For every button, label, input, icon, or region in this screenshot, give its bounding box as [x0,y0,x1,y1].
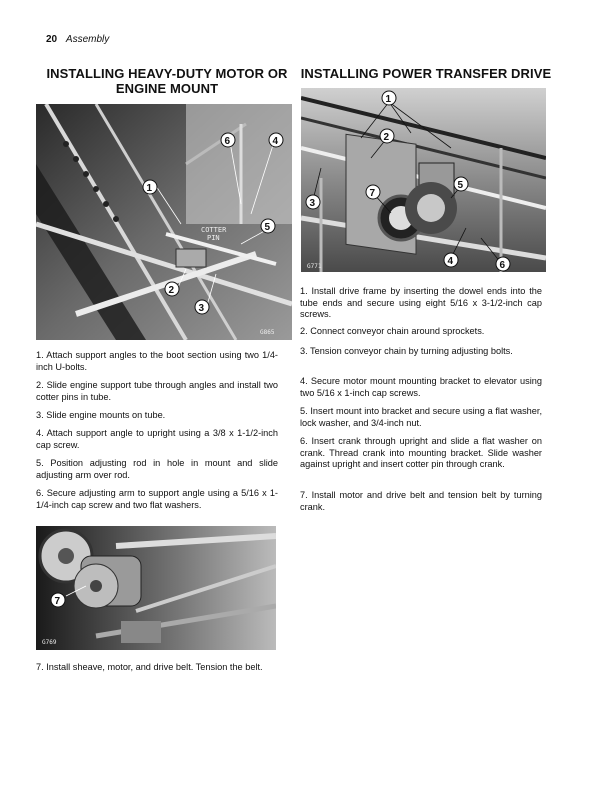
left-step-4: 4. Attach support angle to upright using a 3/8 x 1-1/2-inch cap screw. [36,428,278,450]
right-step-6: 6. Insert crank through upright and slide a flat washer on crank. Thread crank into mounting bracket. Slide washer against upright and insert cotter pin through crank. [300,436,542,469]
svg-text:1: 1 [146,183,153,194]
right-step-7: 7. Install motor and drive belt and tension belt by turning crank. [300,490,542,512]
left-step-6: 6. Secure adjusting arm to support angle using a 5/16 x 1-1/4-inch cap screw and two flat washers. [36,488,278,510]
left-step-7: 7. Install sheave, motor, and drive belt. Tension the belt. [36,662,263,672]
svg-text:5: 5 [457,180,464,191]
engine-mount-photo [36,104,292,340]
left-step-5: 5. Position adjusting rod in hole in mount and slide adjusting arm over rod. [36,458,278,480]
svg-text:4: 4 [447,256,454,267]
page-header [46,34,109,45]
svg-text:3: 3 [198,303,205,314]
photo3-code: G771 [307,263,322,270]
power-transfer-photo [301,88,546,272]
section-name: Assembly [65,34,110,45]
sheave-motor-photo [36,526,276,650]
photo-code: G865 [260,329,275,336]
svg-text:PIN: PIN [207,234,220,242]
left-step-1: 1. Attach support angles to the boot section using two 1/4-inch U-bolts. [36,350,278,372]
svg-text:2: 2 [168,285,175,296]
right-step-5: 5. Insert mount into bracket and secure using a flat washer, lock washer, and 3/4-inch nut. [300,406,542,428]
left-step-3: 3. Slide engine mounts on tube. [36,410,166,420]
right-step-1: 1. Install drive frame by inserting the dowel ends into the tube ends and secure using eight 5/16 x 3-1/2-inch cap screws. [300,286,542,319]
left-step-2: 2. Slide engine support tube through angles and install two cotter pins in tube. [36,380,278,402]
left-section-title: INSTALLING HEAVY-DUTY MOTOR OR ENGINE MOUNT [46,66,288,96]
svg-text:4: 4 [272,136,279,147]
right-step-4: 4. Secure motor mount mounting bracket to elevator using two 5/16 x 1-inch cap screws. [300,376,542,398]
svg-text:7: 7 [54,596,61,607]
svg-text:6: 6 [499,260,506,271]
svg-text:3: 3 [309,198,316,209]
right-step-3: 3. Tension conveyor chain by turning adjusting bolts. [300,346,513,356]
right-section-title: INSTALLING POWER TRANSFER DRIVE [300,66,552,81]
svg-text:5: 5 [264,222,271,233]
page-number: 20 [46,34,58,45]
right-step-2: 2. Connect conveyor chain around sprockets. [300,326,485,336]
cotter-pin-label: COTTER [201,226,227,234]
svg-text:1: 1 [385,94,392,105]
svg-text:6: 6 [224,136,231,147]
photo2-code: G769 [42,639,57,646]
svg-text:2: 2 [383,132,390,143]
svg-text:7: 7 [369,188,376,199]
